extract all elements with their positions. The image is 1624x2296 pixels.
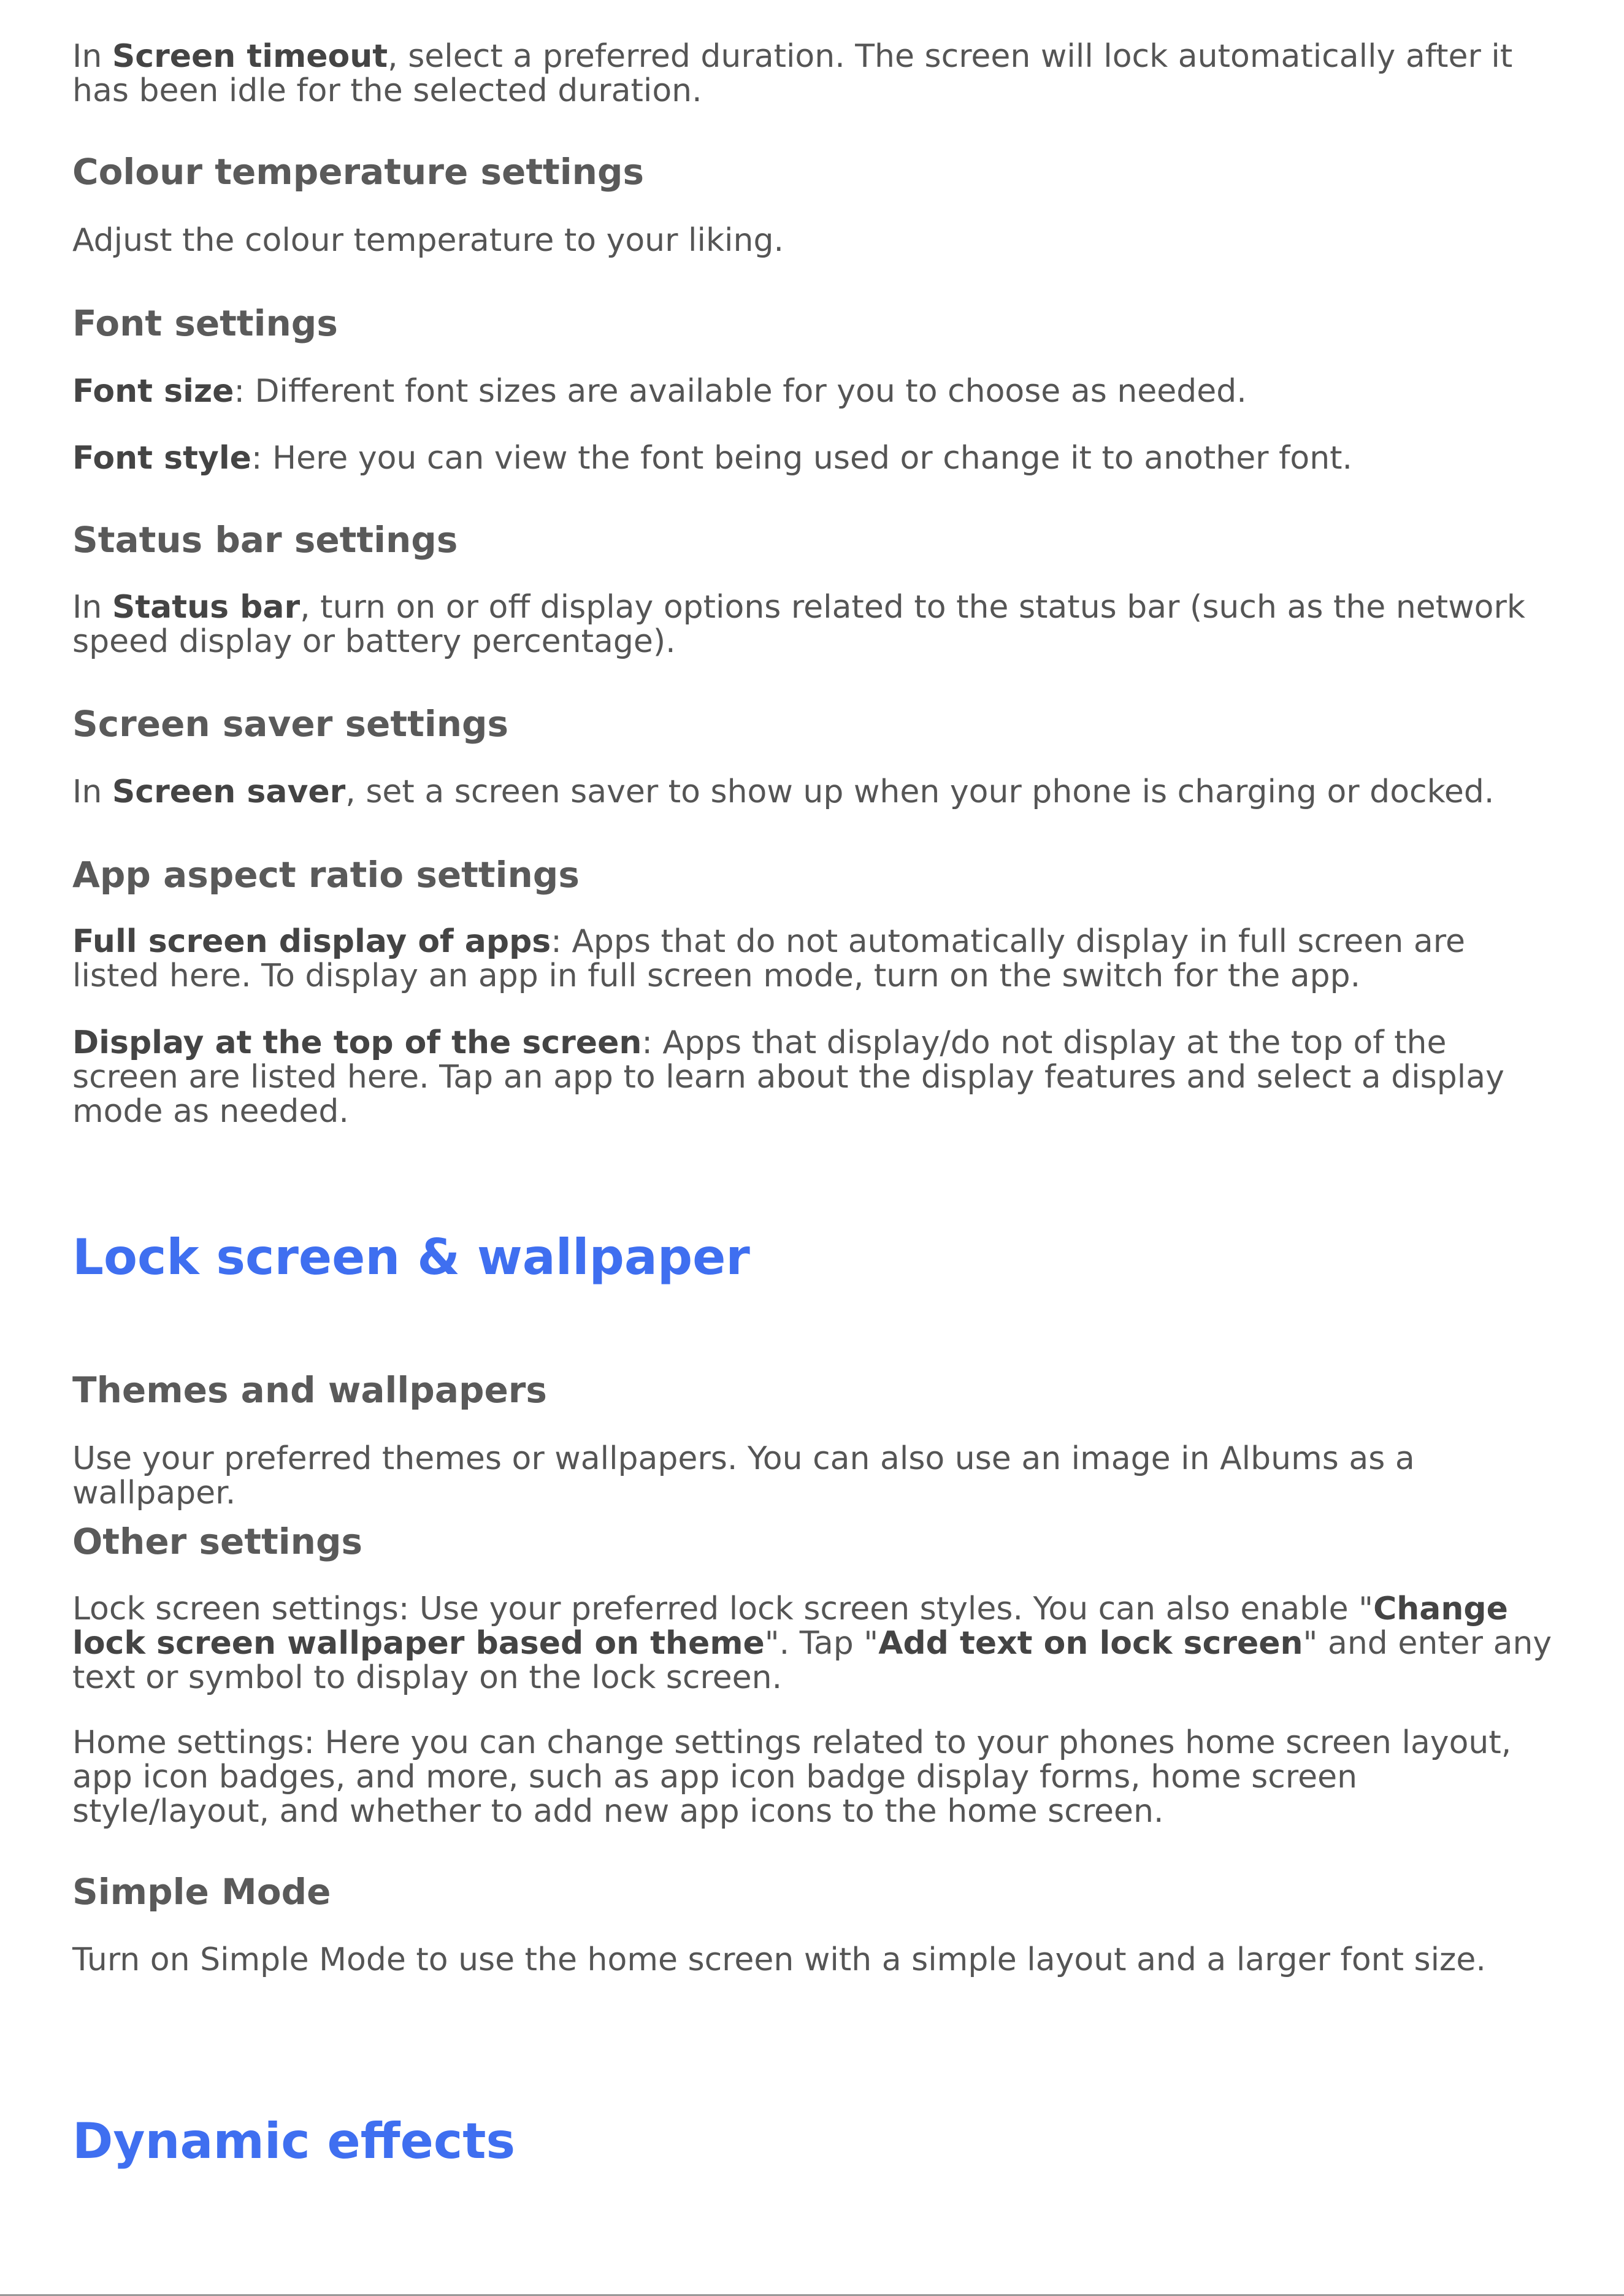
font-size-term: Font size <box>72 373 234 410</box>
add-text-term: Add text on lock screen <box>878 1625 1303 1662</box>
status-bar-paragraph: In Status bar, turn on or off display options related to the status bar (such as the network speed display or battery percentage). <box>72 589 1525 660</box>
themes-wallpapers-paragraph: Use your preferred themes or wallpapers. You can also use an image in Albums as a wallpaper. <box>72 1440 1415 1511</box>
screen-timeout-paragraph: In Screen timeout, select a preferred duration. The screen will lock automatically after it has been idle for the selected duration. <box>72 38 1513 109</box>
themes-wallpapers-heading: Themes and wallpapers <box>72 1369 547 1411</box>
lock-screen-settings-paragraph: Lock screen settings: Use your preferred lock screen styles. You can also enable "Change lock screen wallpaper based on theme". Tap "Add text on lock screen" and enter any text or symbol to display on the lock screen. <box>72 1591 1552 1696</box>
full-screen-apps-paragraph: Full screen display of apps: Apps that do not automatically display in full screen are listed here. To display an app in full screen mode, turn on the switch for the app. <box>72 923 1465 994</box>
colour-temperature-paragraph: Adjust the colour temperature to your liking. <box>72 222 784 259</box>
top-of-screen-paragraph: Display at the top of the screen: Apps that display/do not display at the top of the screen are listed here. Tap an app to learn about the display features and select a display mode as needed. <box>72 1024 1504 1130</box>
status-bar-term: Status bar <box>112 589 301 626</box>
screen-saver-paragraph: In Screen saver, set a screen saver to show up when your phone is charging or docked. <box>72 774 1495 810</box>
simple-mode-heading: Simple Mode <box>72 1871 331 1913</box>
aspect-ratio-heading: App aspect ratio settings <box>72 854 580 896</box>
status-bar-heading: Status bar settings <box>72 519 458 561</box>
dynamic-effects-section-title: Dynamic effects <box>72 2113 516 2170</box>
lock-screen-section-title: Lock screen & wallpaper <box>72 1229 750 1286</box>
font-size-paragraph: Font size: Different font sizes are available for you to choose as needed. <box>72 373 1247 410</box>
font-style-paragraph: Font style: Here you can view the font being used or change it to another font. <box>72 440 1353 477</box>
screen-saver-heading: Screen saver settings <box>72 703 509 745</box>
font-style-term: Font style <box>72 440 251 477</box>
home-settings-paragraph: Home settings: Here you can change settings related to your phones home screen layout, app icon badges, and more, such as app icon badge display forms, home screen style/layout, and whether to add new app icons to the home screen. <box>72 1724 1512 1830</box>
other-settings-heading: Other settings <box>72 1521 362 1562</box>
screen-timeout-term: Screen timeout <box>112 38 388 75</box>
colour-temperature-heading: Colour temperature settings <box>72 151 644 193</box>
full-screen-apps-term: Full screen display of apps <box>72 923 551 960</box>
top-of-screen-term: Display at the top of the screen <box>72 1024 642 1061</box>
change-wallpaper-term: Change lock screen wallpaper based on theme <box>72 1591 1508 1662</box>
simple-mode-paragraph: Turn on Simple Mode to use the home screen with a simple layout and a larger font size. <box>72 1941 1486 1978</box>
screen-saver-term: Screen saver <box>112 774 346 810</box>
font-settings-heading: Font settings <box>72 302 338 344</box>
